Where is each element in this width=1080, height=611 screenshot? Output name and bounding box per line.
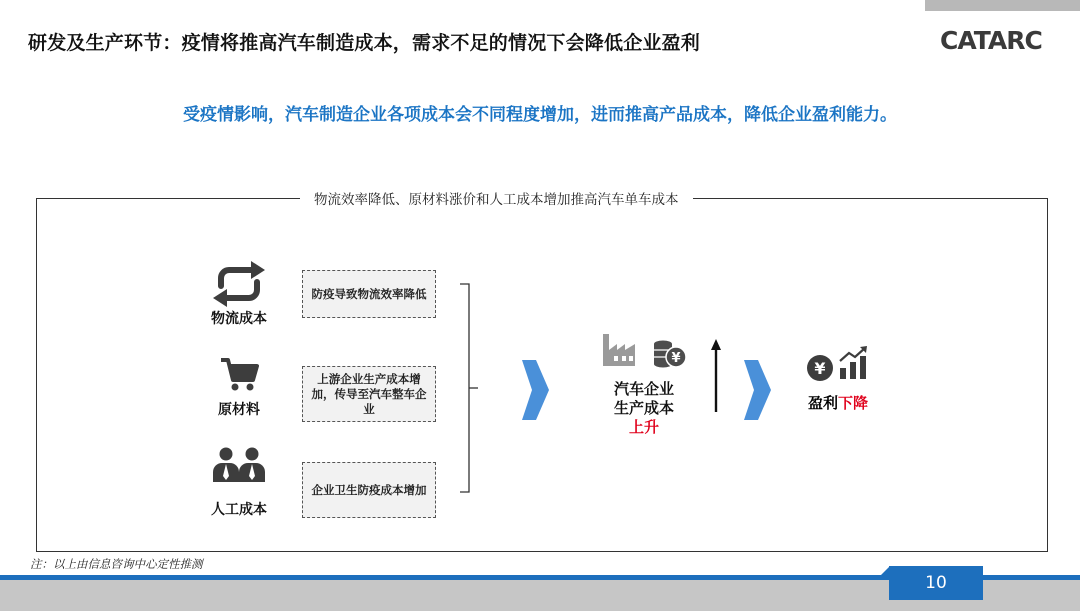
description-box-materials: 上游企业生产成本增加，传导至汽车整车企业 (302, 366, 436, 422)
shopping-cart-icon (204, 356, 274, 396)
center-label-line1: 汽车企业 (613, 380, 674, 398)
growth-chart-icon (838, 346, 870, 384)
factory-icon (600, 332, 638, 372)
description-box-labour: 企业卫生防疫成本增加 (302, 462, 436, 518)
description-box-logistics: 防疫导致物流效率降低 (302, 270, 436, 318)
cycle-arrows-icon (204, 260, 274, 312)
svg-text:¥: ¥ (814, 359, 826, 378)
catarc-logo: CATARC (940, 26, 1042, 55)
grouping-bracket (458, 282, 488, 494)
category-label-labour: 人工成本 (211, 502, 267, 518)
result-label-decline: 下降 (838, 394, 869, 412)
slide-subtitle: 受疫情影响，汽车制造企业各项成本会不同程度增加，进而推高产品成本，降低企业盈利能力。 (183, 105, 897, 125)
svg-text:¥: ¥ (671, 351, 681, 366)
result-label-prefix: 盈利 (808, 394, 839, 412)
footnote: 注：以上由信息咨询中心定性推测 (30, 557, 203, 571)
yen-circle-icon (806, 354, 834, 386)
center-label-line2: 生产成本 (613, 399, 674, 417)
flow-arrow-right-icon (520, 359, 550, 421)
category-label-materials: 原材料 (218, 402, 260, 418)
slide-title: 研发及生产环节：疫情将推高汽车制造成本，需求不足的情况下会降低企业盈利 (28, 32, 701, 54)
result-label (808, 392, 868, 413)
center-label (584, 380, 704, 437)
page-number: 10 (889, 566, 983, 600)
diagram-frame-title: 物流效率降低、原材料涨价和人工成本增加推高汽车单车成本 (300, 188, 693, 208)
yen-coins-icon (652, 338, 688, 374)
workers-icon (204, 446, 274, 490)
up-arrow-icon (708, 338, 724, 414)
top-accent-bar (925, 0, 1080, 11)
category-label-logistics: 物流成本 (211, 311, 267, 327)
flow-arrow-right-icon-2 (742, 359, 772, 421)
center-label-rise: 上升 (628, 418, 659, 436)
